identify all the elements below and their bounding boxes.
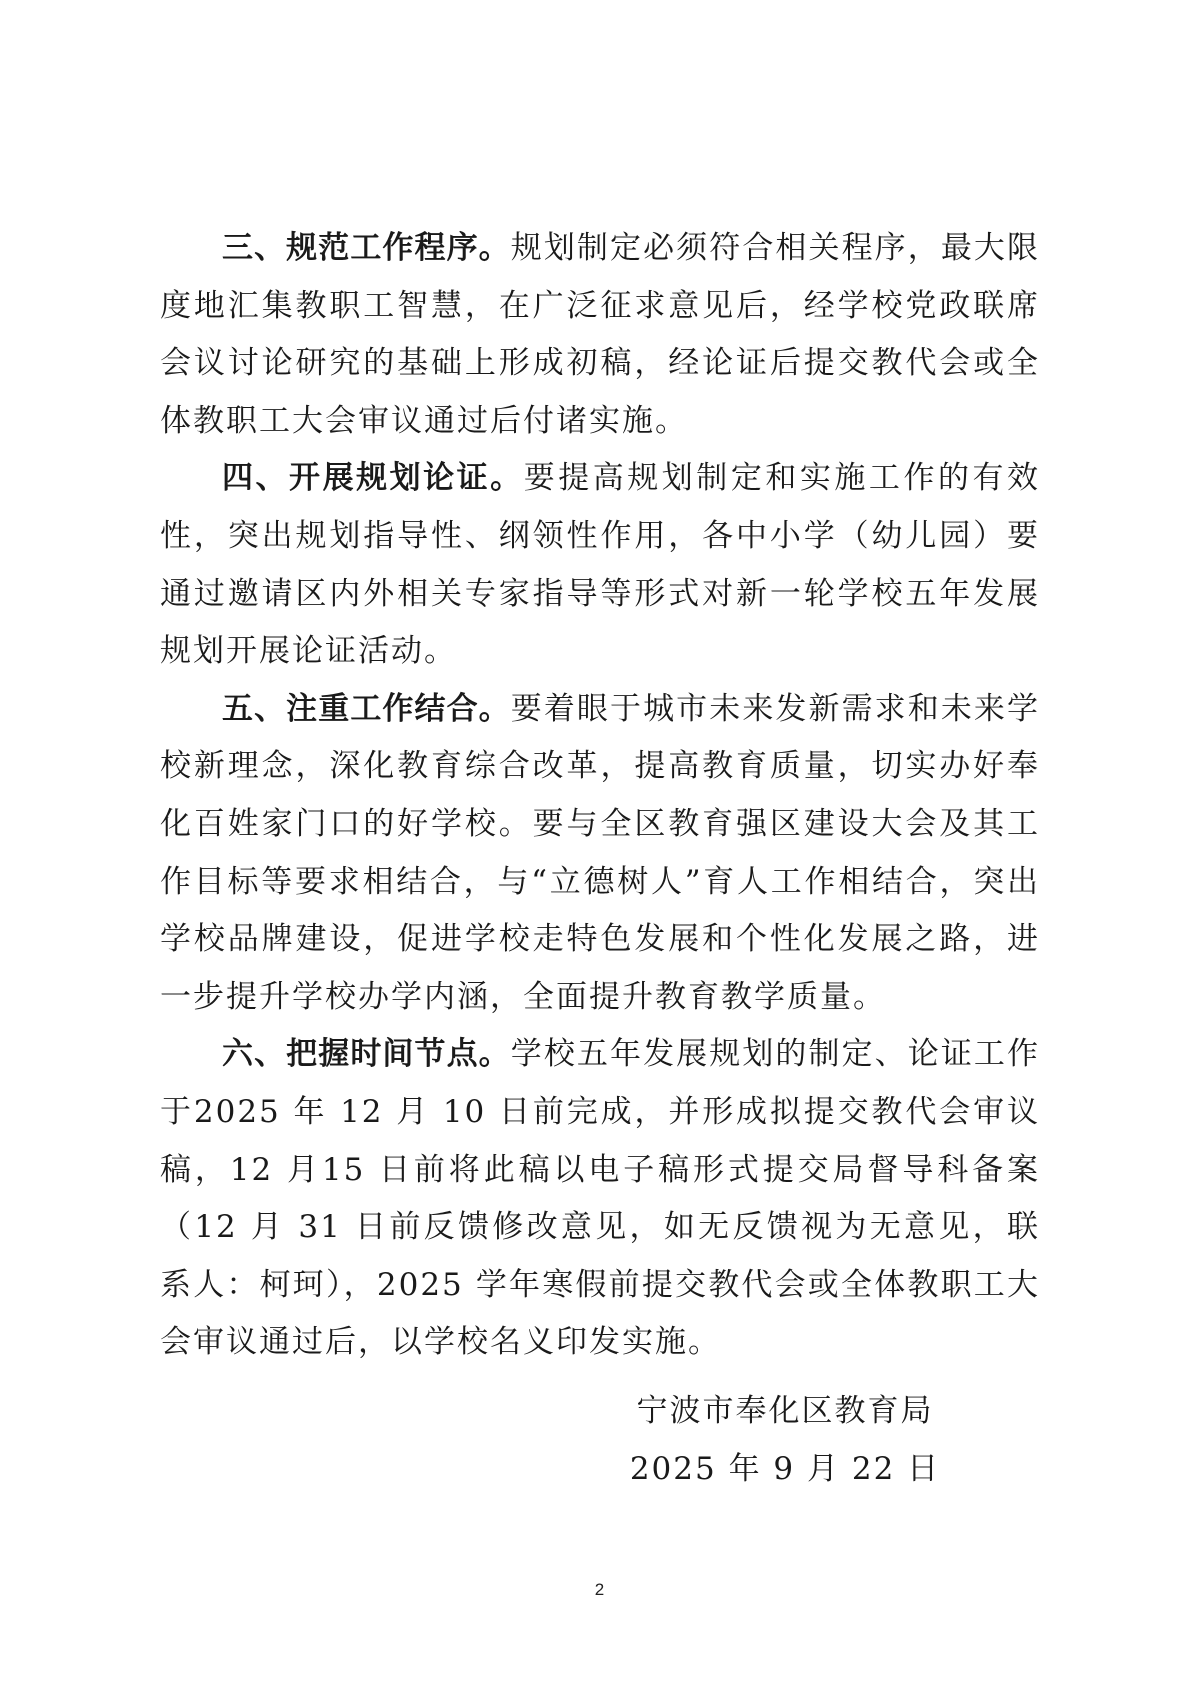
paragraph-demonstration bbox=[160, 450, 1040, 680]
paragraph-heading: 三、规范工作程序。 bbox=[222, 230, 511, 266]
paragraph-text: 学校五年发展规划的制定、论证工作于2025 年 12 月 10 日前完成，并形成拟提交教代会审议稿，12 月15 日前将此稿以电子稿形式提交局督导科备案（12 月 31 日前反馈修改意见，如无反馈视为无意见，联系人：柯珂），2025 学年寒假前提交教代会或全体教职工大会审议通过后，以学校名义印发实施。 bbox=[160, 1036, 1040, 1361]
paragraph-heading: 六、把握时间节点。 bbox=[222, 1036, 511, 1073]
paragraph-text: 要提高规划制定和实施工作的有效性，突出规划指导性、纲领性作用，各中小学（幼儿园）要通过邀请区内外相关专家指导等形式对新一轮学校五年发展规划开展论证活动。 bbox=[160, 460, 1041, 670]
paragraph-heading: 四、开展规划论证。 bbox=[222, 460, 524, 497]
paragraph-integration bbox=[160, 681, 1040, 1027]
paragraph-heading: 五、注重工作结合。 bbox=[222, 690, 511, 727]
paragraph-text: 规划制定必须符合相关程序，最大限度地汇集教职工智慧，在广泛征求意见后，经学校党政联席会议讨论研究的基础上形成初稿，经论证后提交教代会或全体教职工大会审议通过后付诸实施。 bbox=[160, 230, 1040, 439]
issue-date: 2025 年 9 月 22 日 bbox=[629, 1451, 941, 1487]
issuing-organization: 宁波市奉化区教育局 bbox=[636, 1393, 934, 1429]
page-number: 2 bbox=[594, 1580, 605, 1599]
paragraph-text: 要着眼于城市未来发新需求和未来学校新理念，深化教育综合改革，提高教育质量，切实办好奉化百姓家门口的好学校。要与全区教育强区建设大会及其工作目标等要求相结合，与“立德树人”育人工作相结合，突出学校品牌建设，促进学校走特色发展和个性化发展之路，进一步提升学校办学内涵，全面提升教育教学质量。 bbox=[160, 690, 1040, 1015]
document-body bbox=[160, 220, 1040, 1372]
paragraph-procedure bbox=[160, 220, 1040, 450]
paragraph-timeline bbox=[160, 1026, 1040, 1372]
signature-block bbox=[615, 1382, 955, 1498]
